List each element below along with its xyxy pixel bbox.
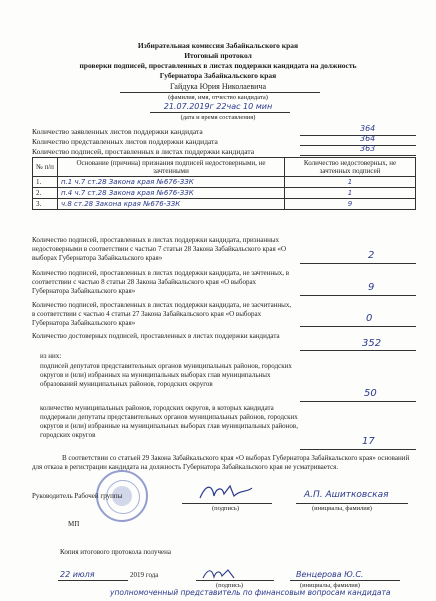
datetime-value: 21.07.2019г 22час 10 мин — [163, 102, 273, 111]
row-reason: ч.8 ст.28 Закона края №676-ЗЗК — [58, 199, 285, 210]
result-invalid-line — [300, 263, 416, 264]
head-signature-line — [182, 503, 272, 504]
row-num: 1. — [33, 177, 58, 188]
receipt-year: 2019 года — [130, 571, 159, 579]
head-role-label: Руководитель Рабочей группы — [32, 492, 123, 500]
receipt-name-caption: (инициалы, фамилия) — [300, 582, 360, 589]
table-row — [33, 199, 416, 210]
sub-result-deputies-value: 50 — [364, 388, 377, 399]
result-not-counted-value: 9 — [368, 282, 375, 293]
receipt-signature-line — [196, 580, 274, 581]
count-declared-line — [300, 135, 416, 136]
result-invalid-text: Количество подписей, проставленных в листах поддержки кандидата, признанных недостоверными в соответствии с частью 7 статьи 28 Закона Забайкальского края «О выборах Губернатора Забайкальского края» — [32, 236, 286, 262]
conclusion-text: В соответствии со статьей 29 Закона Забайкальского края «О выборах Губернатора Забайкальского края» оснований для отказа в регистрации кандидата на должность Губернатора Забайкальского края не усматривается. — [32, 454, 410, 471]
datetime-caption: (дата и время составления) — [180, 114, 256, 121]
receipt-date-value: 22 июля — [60, 570, 95, 579]
result-not-credited-text: Количество подписей, проставленных в листах поддержки кандидата, не засчитанных, в соответствии с частью 4 статьи 27 Закона Забайкальского края «О выборах Губернатора Забайкальского края» — [32, 301, 292, 327]
receipt-date-line — [58, 580, 128, 581]
table-row — [33, 177, 416, 188]
row-num: 3. — [33, 199, 58, 210]
table-row — [33, 188, 416, 199]
receipt-label: Копия итогового протокола получена — [60, 548, 171, 556]
sub-result-deputies-text: подписей депутатов представительных органов муниципальных районов, городских округов и (или) избранных на муниципальных выборах глав муниципальных образований муниципальных районов, городских округов — [40, 362, 292, 388]
row-reason: п.4 ч.7 ст.28 Закона края №676-ЗЗК — [58, 188, 285, 199]
result-valid-line — [300, 350, 416, 351]
result-valid-text: Количество достоверных подписей, проставленных в листах поддержки кандидата — [32, 332, 280, 340]
count-signatures-label: Количество подписей, проставленных в листах поддержки кандидата — [32, 147, 255, 156]
col-count-header: Количество недостоверных, не зачтенных подписей — [285, 158, 416, 177]
datetime-line — [150, 112, 290, 113]
table-header-row — [33, 158, 416, 177]
candidate-name-line — [120, 92, 320, 93]
head-signature-caption: (подпись) — [212, 505, 239, 512]
head-name-value: А.П. Ашитковская — [304, 490, 389, 500]
seal-place-label: МП — [68, 520, 80, 528]
receipt-signature-caption: (подпись) — [216, 582, 243, 589]
count-declared-label: Количество заявленных листов поддержки кандидата — [32, 127, 203, 136]
sub-result-districts-value: 17 — [362, 436, 375, 447]
count-submitted-label: Количество представленных листов поддержки кандидата — [32, 137, 218, 146]
result-valid-value: 352 — [362, 338, 382, 349]
count-signatures-line — [300, 155, 416, 156]
head-name-line — [296, 503, 408, 504]
receipt-handwritten-note: уполномоченный представитель по финансовым вопросам кандидата — [110, 588, 391, 597]
protocol-subject: проверки подписей, проставленных в листах поддержки кандидата на должность — [79, 61, 357, 70]
count-submitted-line — [300, 145, 416, 146]
commission-title: Избирательная комиссия Забайкальского края — [137, 41, 299, 50]
row-reason: п.1 ч.7 ст.28 Закона края №676-ЗЗК — [58, 177, 285, 188]
result-not-credited-value: 0 — [366, 313, 373, 324]
row-count: 9 — [285, 199, 416, 210]
count-signatures-value: 363 — [360, 144, 376, 153]
result-invalid-value: 2 — [368, 250, 375, 261]
row-count: 1 — [285, 177, 416, 188]
candidate-name: Гайдука Юрия Николаевича — [170, 82, 266, 91]
candidate-name-caption: (фамилия, имя, отчество кандидата) — [168, 94, 268, 101]
result-not-credited-line — [300, 326, 416, 327]
result-not-counted-text: Количество подписей, проставленных в листах поддержки кандидата, не зачтенных, в соответствии с частью 8 статьи 28 Закона Забайкальского края «О выборах Губернатора Забайкальского края» — [32, 269, 290, 295]
protocol-position: Губернатора Забайкальского края — [159, 71, 277, 80]
sub-result-districts-text: количество муниципальных районов, городских округов, в которых кандидата поддержали депутаты представительных органов муниципальных районов, городских округов и (или) избранные на муниципальных выборах глав муниципальных районов, городских округов — [40, 404, 298, 439]
row-count: 1 — [285, 188, 416, 199]
count-submitted-value: 364 — [360, 134, 376, 143]
count-declared-value: 364 — [360, 124, 376, 133]
protocol-title: Итоговый протокол — [184, 51, 252, 60]
result-not-counted-line — [300, 295, 416, 296]
head-signature — [196, 480, 256, 502]
receipt-name-value: Венцерова Ю.С. — [296, 570, 364, 579]
row-num: 2. — [33, 188, 58, 199]
col-num-header: № п/п — [33, 158, 58, 177]
sub-result-deputies-line — [300, 401, 416, 402]
head-name-caption: (инициалы, фамилия) — [312, 505, 372, 512]
invalid-grounds-table — [32, 157, 416, 210]
col-reason-header: Основание (причина) признания подписей недостоверными, не зачтенными — [58, 158, 285, 177]
receipt-name-line — [290, 580, 400, 581]
of-them-label: из них: — [40, 352, 62, 360]
sub-result-districts-line — [300, 449, 416, 450]
